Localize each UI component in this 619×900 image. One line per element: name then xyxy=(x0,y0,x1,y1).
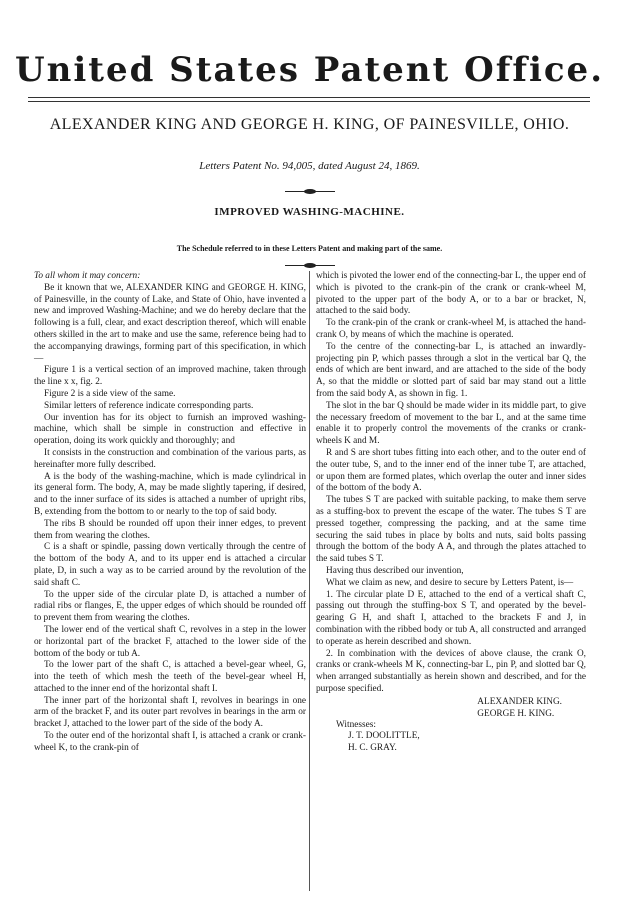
signature-block xyxy=(316,696,586,720)
paragraph: Our invention has for its object to furnish an improved washing-machine, which shall be simple in construction and effective in operation, doing its work quickly and thoroughly; and xyxy=(34,412,306,447)
paragraph: To the lower part of the shaft C, is attached a bevel-gear wheel, G, into the teeth of which mesh the teeth of the bevel-gear wheel H, attached to the inner end of the horizontal shaft I. xyxy=(34,660,306,694)
paragraph: The tubes S T are packed with suitable packing, to make them serve as a stuffing-box to prevent the escape of the water. The tubes S T are pressed together, compressing the packing, and at the same time securing the said tubes in place by bolts and nuts, said bolts passing through the bottom of the body A A, and through the plates attached to the said tubes S T. xyxy=(316,495,586,565)
paragraph: C is a shaft or spindle, passing down vertically through the centre of the bottom of the body A, and to its upper end is attached a circular plate, D, in such a way as to be carried around by the revolution of the said shaft C. xyxy=(34,542,306,588)
signatory-name: ALEXANDER KING. xyxy=(477,696,562,707)
claim-1: 1. The circular plate D E, attached to the end of a vertical shaft C, passing out through the stuffing-box S T, and operated by the bevel-gearing G H, and shaft I, attached to the brackets F and J, in combination with the ribbed body or tub A, all constructed and arranged to operate as herein described and shown. xyxy=(316,589,586,647)
paragraph: R and S are short tubes fitting into each other, and to the outer end of the outer tube, S, and to the inner end of the inner tube T, are attached, or upon them are formed plates, which overlap the outer and inner sides of the bottom of the body A. xyxy=(316,447,586,494)
left-column xyxy=(34,271,306,755)
paragraph: To the centre of the connecting-bar L, is attached an inwardly-projecting pin P, which passes through a slot in the vertical bar Q, the ends of which are bent inward, and are attached to the side of the body A, so that the middle or slotted part of said bar may stand out a little from the said body A, as shown in fig. 1. xyxy=(316,341,586,399)
paragraph: To the upper side of the circular plate D, is attached a number of radial ribs or flanges, E, the upper edges of which should be rounded off to prevent them from wearing the clothes. xyxy=(34,589,306,624)
paragraph: Figure 2 is a side view of the same. xyxy=(44,388,176,399)
witness-name: H. C. GRAY. xyxy=(348,743,397,754)
ornament-divider xyxy=(285,189,335,194)
paragraph: which is pivoted the lower end of the connecting-bar L, the upper end of which is pivoted to the crank-pin of the crank or crank-wheel M, pivoted to the upper part of the body A, or to a bar or bracket, N, attached to the said body. xyxy=(316,271,586,317)
signatory-name: GEORGE H. KING. xyxy=(477,708,555,719)
schedule-line: The Schedule referred to in these Letters Patent and making part of the same. xyxy=(176,244,443,253)
salutation: To all whom it may concern: xyxy=(34,271,141,281)
masthead-rule-bottom xyxy=(28,101,590,102)
paragraph: The inner part of the horizontal shaft I, revolves in bearings in one arm of the bracket F, and its outer part revolves in bearings in the arm or bracket J, attached to the lower part of the side of the body A. xyxy=(34,695,306,730)
letters-patent-line: Letters Patent No. 94,005, dated August 24, 1869. xyxy=(199,160,420,172)
witness-name: J. T. DOOLITTLE, xyxy=(348,731,420,742)
paragraph: Similar letters of reference indicate corresponding parts. xyxy=(44,400,254,411)
paragraph: The ribs B should be rounded off upon their inner edges, to prevent them from wearing the clothes. xyxy=(34,518,306,541)
paragraph: A is the body of the washing-machine, which is made cylindrical in its general form. The body, A, may be made slightly tapering, if desired, and to the inner surface of its sides is attached a number of upright ribs, B, extending from the bottom to or nearly to the top of said body. xyxy=(34,471,306,517)
patent-title: IMPROVED WASHING-MACHINE. xyxy=(214,206,405,218)
inventors-line: ALEXANDER KING AND GEORGE H. KING, OF PAINESVILLE, OHIO. xyxy=(49,116,570,133)
paragraph: Be it known that we, ALEXANDER KING and GEORGE H. KING, of Painesville, in the county of Lake, and State of Ohio, have invented a new and improved Washing-Machine; and we do hereby declare that the following is a full, clear, and exact description thereof, which will enable others skilled in the art to make and use the same, reference being had to the accompanying drawings, forming part of this specification, in which— xyxy=(34,282,306,364)
ornament-divider xyxy=(285,263,335,268)
paragraph: The slot in the bar Q should be made wider in its middle part, to give the necessary freedom of movement to the bar L, and at the same time enable it to properly control the movements of the cranks or crank-wheels K and M. xyxy=(316,400,586,447)
witnesses-label: Witnesses: xyxy=(336,719,376,730)
column-divider xyxy=(309,271,310,891)
paragraph: Figure 1 is a vertical section of an improved machine, taken through the line x x, fig. 2. xyxy=(34,365,306,388)
paragraph: It consists in the construction and combination of the various parts, as hereinafter more fully described. xyxy=(34,447,306,470)
right-column xyxy=(316,271,586,755)
paragraph: Having thus described our invention, xyxy=(326,565,464,576)
masthead: United States Patent Office. xyxy=(14,50,605,90)
paragraph: To the outer end of the horizontal shaft I, is attached a crank or crank-wheel K, to the crank-pin of xyxy=(34,731,306,753)
paragraph: The lower end of the vertical shaft C, revolves in a step in the lower or horizontal part of the bracket F, attached to the lower side of the bottom of the body or tub A. xyxy=(34,624,306,659)
paragraph: To the crank-pin of the crank or crank-wheel M, is attached the hand-crank O, by means of which the machine is operated. xyxy=(316,318,586,340)
paragraph: What we claim as new, and desire to secure by Letters Patent, is— xyxy=(326,577,574,588)
claim-2: 2. In combination with the devices of above clause, the crank O, cranks or crank-wheels M K, connecting-bar L, pin P, and slotted bar Q, when arranged substantially as herein shown and described, and for the purpose specified. xyxy=(316,648,586,694)
masthead-rule-top xyxy=(28,97,590,98)
